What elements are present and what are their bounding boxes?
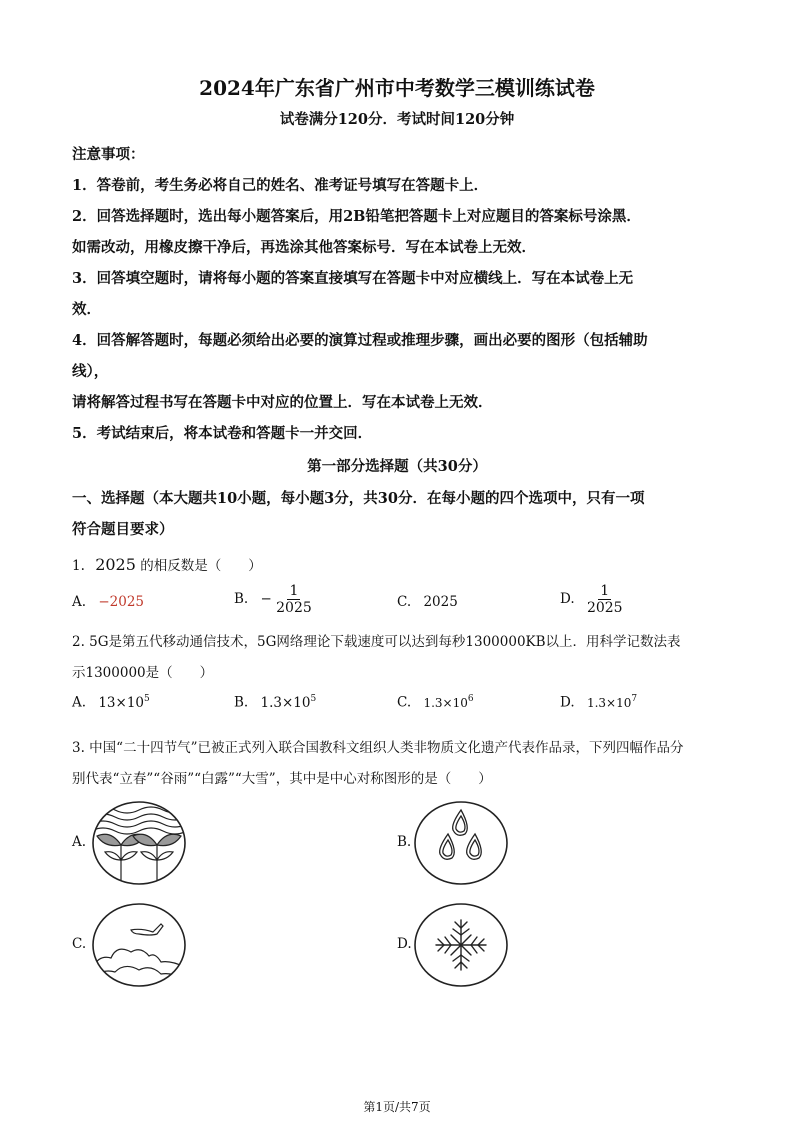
option-b: B. − $\frac{1}{2025}$ (234, 583, 312, 617)
note-line: 5．考试结束后，将本试卷和答题卡一并交回． (72, 425, 373, 442)
question-3-line: 3. 中国“二十四节气”已被正式列入联合国教科文组织人类非物质文化遗产代表作品录，下列四幅作品分 (72, 740, 684, 756)
part-heading: 符合题目要求） (72, 521, 174, 538)
daxue-figure (413, 902, 509, 988)
exam-info: 试卷满分120分．考试时间120分钟 (279, 111, 515, 128)
question-number: 1. (72, 558, 85, 574)
question-2-line: 2. 5G是第五代移动通信技术，5G网络理论下载速度可以达到每秒1300000KB以上．用科学记数法表 (72, 634, 681, 650)
option-a-value: −2025 (98, 594, 145, 610)
fraction: $\frac{1}{2025}$ (586, 583, 623, 617)
option-b: B. $1.3\times 10^5$ (234, 694, 317, 711)
note-line: 4．回答解答题时，每题必须给出必要的演算过程或推理步骤，画出必要的图形（包括辅助 (72, 332, 648, 349)
question-text: 的相反数是（ ） (140, 558, 262, 574)
option-b-label: B. (397, 834, 412, 850)
option-d: D. $1.3\times 10^7$ (560, 694, 638, 711)
option-c: C. $1.3\times 10^6$ (397, 694, 474, 711)
question-value: 2025 (95, 555, 136, 574)
option-a-label: A. (72, 834, 87, 850)
note-line: 2．回答选择题时，选出每小题答案后，用2B铅笔把答题卡上对应题目的答案标号涂黑． (72, 208, 641, 225)
question-3-line: 别代表“立春”“谷雨”“白露”“大雪”，其中是中心对称图形的是（ ） (72, 771, 492, 787)
option-a: A. $13\times 10^5$ (72, 694, 150, 711)
section-title: 第一部分选择题（共30分） (307, 458, 487, 475)
note-line: 3．回答填空题时，请将每小题的答案直接填写在答题卡中对应横线上．写在本试卷上无 (72, 270, 634, 287)
part-heading: 一、选择题（本大题共10小题，每小题3分，共30分．在每小题的四个选项中，只有一项 (72, 490, 645, 507)
option-d: D. $\frac{1}{2025}$ (560, 583, 623, 617)
note-line: 请将解答过程书写在答题卡中对应的位置上．写在本试卷上无效． (72, 394, 493, 411)
note-line: 1．答卷前，考生务必将自己的姓名、准考证号填写在答题卡上． (72, 177, 489, 194)
option-d-label: D. (397, 936, 412, 952)
note-line: 线）， (72, 363, 109, 380)
page-footer: 第1页/共7页 (363, 1100, 431, 1114)
lichun-figure (91, 800, 187, 886)
page-title: 2024年广东省广州市中考数学三模训练试卷 (199, 76, 595, 100)
note-line: 效． (72, 301, 101, 318)
bailu-figure (91, 902, 187, 988)
option-c: C. 2025 (397, 594, 458, 610)
option-a: A. −2025 (72, 594, 145, 610)
question-2-line: 示1300000是（ ） (72, 665, 214, 681)
question-1-stem (72, 554, 262, 574)
option-c-label: C. (72, 936, 87, 952)
guyu-figure (413, 800, 509, 886)
notes-heading: 注意事项： (72, 146, 145, 163)
fraction: $\frac{1}{2025}$ (276, 583, 312, 617)
note-line: 如需改动，用橡皮擦干净后，再选涂其他答案标号．写在本试卷上无效． (72, 239, 536, 256)
